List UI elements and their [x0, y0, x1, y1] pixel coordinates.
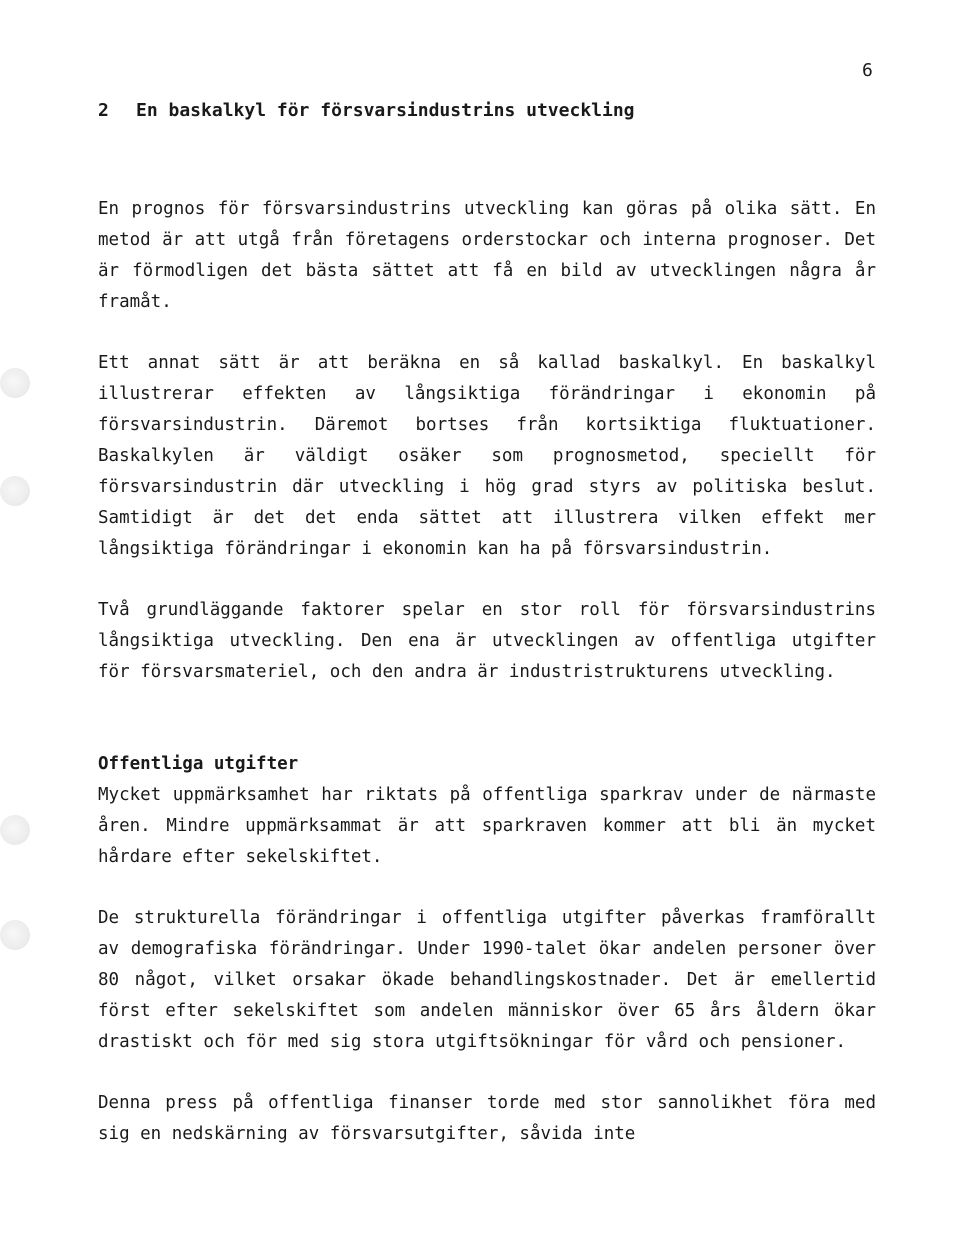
paragraph: De strukturella förändringar i offentliga utgifter påverkas framförallt av demografiska förändringar. Under 1990-talet ökar andelen personer över 80 något, vilket orsakar ökade behandlingskostnader. Det är emellertid först efter sekelskiftet som andelen människor över 65 års åldern ökar drastiskt och för med sig stora utgiftsökningar för vård och pensioner.	[98, 908, 876, 1052]
punch-hole	[0, 920, 30, 950]
document-body	[98, 100, 876, 1150]
heading-number: 2	[98, 100, 109, 121]
punch-hole	[0, 476, 30, 506]
paragraph: Mycket uppmärksamhet har riktats på offentliga sparkrav under de närmaste åren. Mindre uppmärksammat är att sparkraven kommer att bli än mycket hårdare efter sekelskiftet.	[98, 785, 876, 867]
paragraph: Denna press på offentliga finanser torde med stor sannolikhet föra med sig en nedskärning av försvarsutgifter, såvida inte	[98, 1093, 876, 1144]
punch-hole	[0, 368, 30, 398]
punch-hole	[0, 815, 30, 845]
subsection-heading: Offentliga utgifter	[98, 754, 299, 774]
paragraph: Två grundläggande faktorer spelar en stor roll för försvarsindustrins långsiktiga utveckling. Den ena är utvecklingen av offentliga utgifter för försvarsmateriel, och den andra är industristrukturens utveckling.	[98, 600, 876, 682]
paragraph: Ett annat sätt är att beräkna en så kallad baskalkyl. En baskalkyl illustrerar effekten av långsiktiga förändringar i ekonomin på försvarsindustrin. Däremot bortses från kortsiktiga fluktuationer. Baskalkylen är väldigt osäker som prognosmetod, speciellt för försvarsindustrin där utveckling i hög grad styrs av politiska beslut. Samtidigt är det det enda sättet att illustrera vilken effekt mer långsiktiga förändringar i ekonomin kan ha på försvarsindustrin.	[98, 353, 876, 559]
page-number: 6	[862, 60, 873, 81]
heading-title: En baskalkyl för försvarsindustrins utveckling	[136, 100, 635, 121]
paragraph: En prognos för försvarsindustrins utveckling kan göras på olika sätt. En metod är att utgå från företagens orderstockar och interna prognoser. Det är förmodligen det bästa sättet att få en bild av utvecklingen några år framåt.	[98, 199, 876, 312]
section-heading	[98, 100, 876, 121]
